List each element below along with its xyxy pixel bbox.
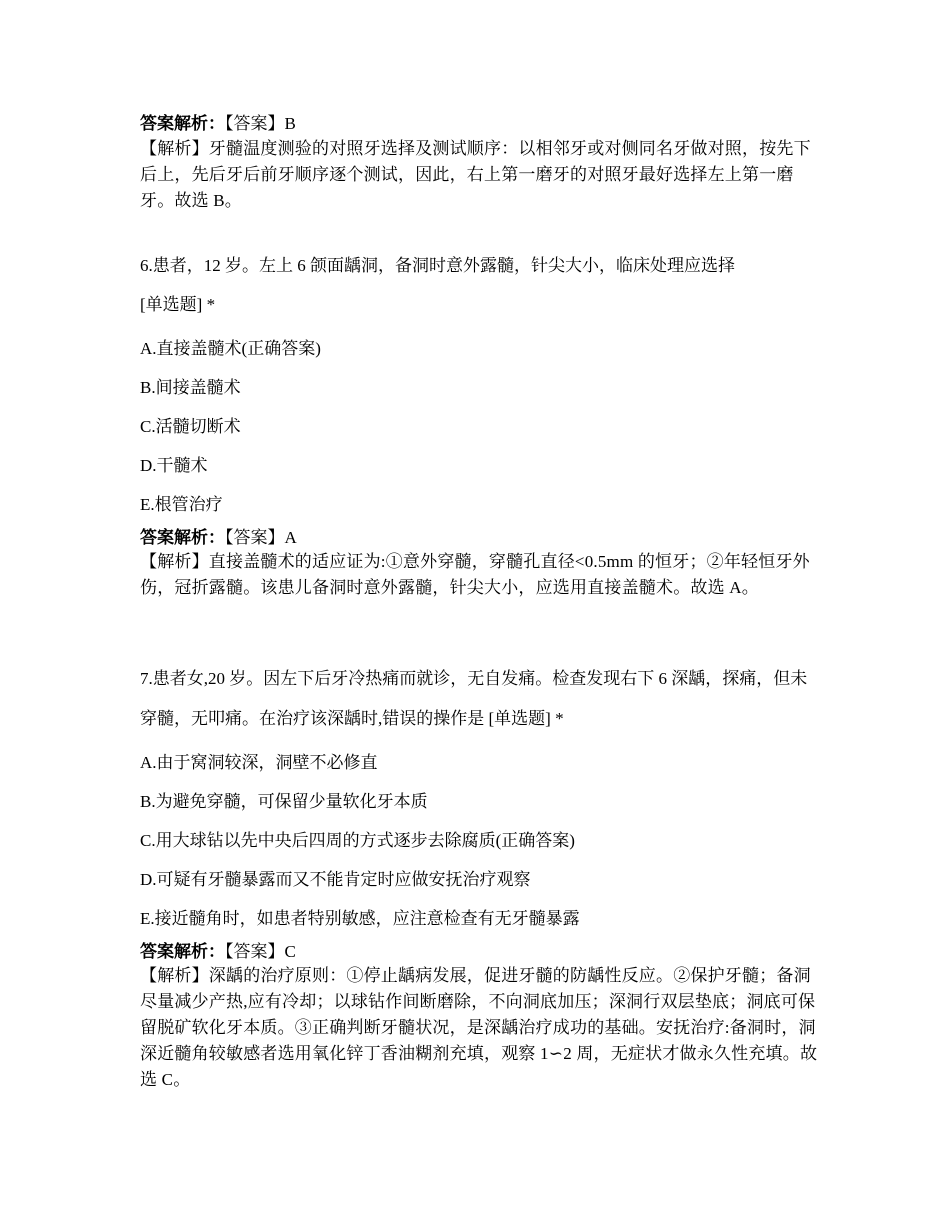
answer-value: 【答案】A	[225, 528, 297, 547]
answer-label: 答案解析：	[140, 528, 225, 547]
analysis-text: 【解析】牙髓温度测验的对照牙选择及测试顺序：以相邻牙或对侧同名牙做对照，按先下后上，先后牙后前牙顺序逐个测试，因此，右上第一磨牙的对照牙最好选择左上第一磨牙。故选 B。	[140, 139, 811, 210]
analysis-text: 【解析】深龋的治疗原则：①停止龋病发展，促进牙髓的防龋性反应。②保护牙髓；备洞尽量减少产热,应有冷却；以球钻作间断磨除，不向洞底加压；深洞行双层垫底；洞底可保留脱矿软化牙本质。③正确判断牙髓状况，是深龋治疗成功的基础。安抚治疗:备洞时，洞深近髓角较敏感者选用氧化锌丁香油糊剂充填，观察 1∽2 周，无症状才做永久性充填。故选 C。	[140, 966, 818, 1089]
option-a: A.直接盖髓术(正确答案)	[140, 339, 321, 358]
answer-label: 答案解析：	[140, 114, 225, 133]
question-stem: 6.患者，12 岁。左上 6 颌面龋洞，备洞时意外露髓，针尖大小，临床处理应选择	[140, 256, 735, 275]
answer-header	[140, 941, 820, 963]
answer-value: 【答案】C	[225, 942, 296, 961]
option-b: B.为避免穿髓，可保留少量软化牙本质	[140, 792, 428, 811]
option-d: D.可疑有牙髓暴露而又不能肯定时应做安抚治疗观察	[140, 870, 531, 889]
option-c: C.用大球钻以先中央后四周的方式逐步去除腐质(正确答案)	[140, 831, 575, 850]
option-d: D.干髓术	[140, 456, 208, 475]
answer-header	[140, 527, 820, 549]
answer-label: 答案解析：	[140, 942, 225, 961]
answer-value: 【答案】B	[225, 114, 296, 133]
option-c: C.活髓切断术	[140, 417, 241, 436]
option-e: E.接近髓角时，如患者特别敏感，应注意检查有无牙髓暴露	[140, 909, 580, 928]
option-a: A.由于窝洞较深，洞壁不必修直	[140, 753, 378, 772]
analysis-text: 【解析】直接盖髓术的适应证为:①意外穿髓，穿髓孔直径<0.5mm 的恒牙；②年轻恒牙外伤，冠折露髓。该患儿备洞时意外露髓，针尖大小，应选用直接盖髓术。故选 A。	[140, 552, 810, 597]
answer-header	[140, 113, 820, 135]
option-e: E.根管治疗	[140, 495, 223, 514]
question-stem: 7.患者女,20 岁。因左下后牙冷热痛而就诊，无自发痛。检查发现右下 6 深龋，探痛，但未穿髓，无叩痛。在治疗该深龋时,错误的操作是 [单选题] *	[140, 669, 808, 728]
option-b: B.间接盖髓术	[140, 378, 241, 397]
question-type: [单选题] *	[140, 295, 216, 314]
